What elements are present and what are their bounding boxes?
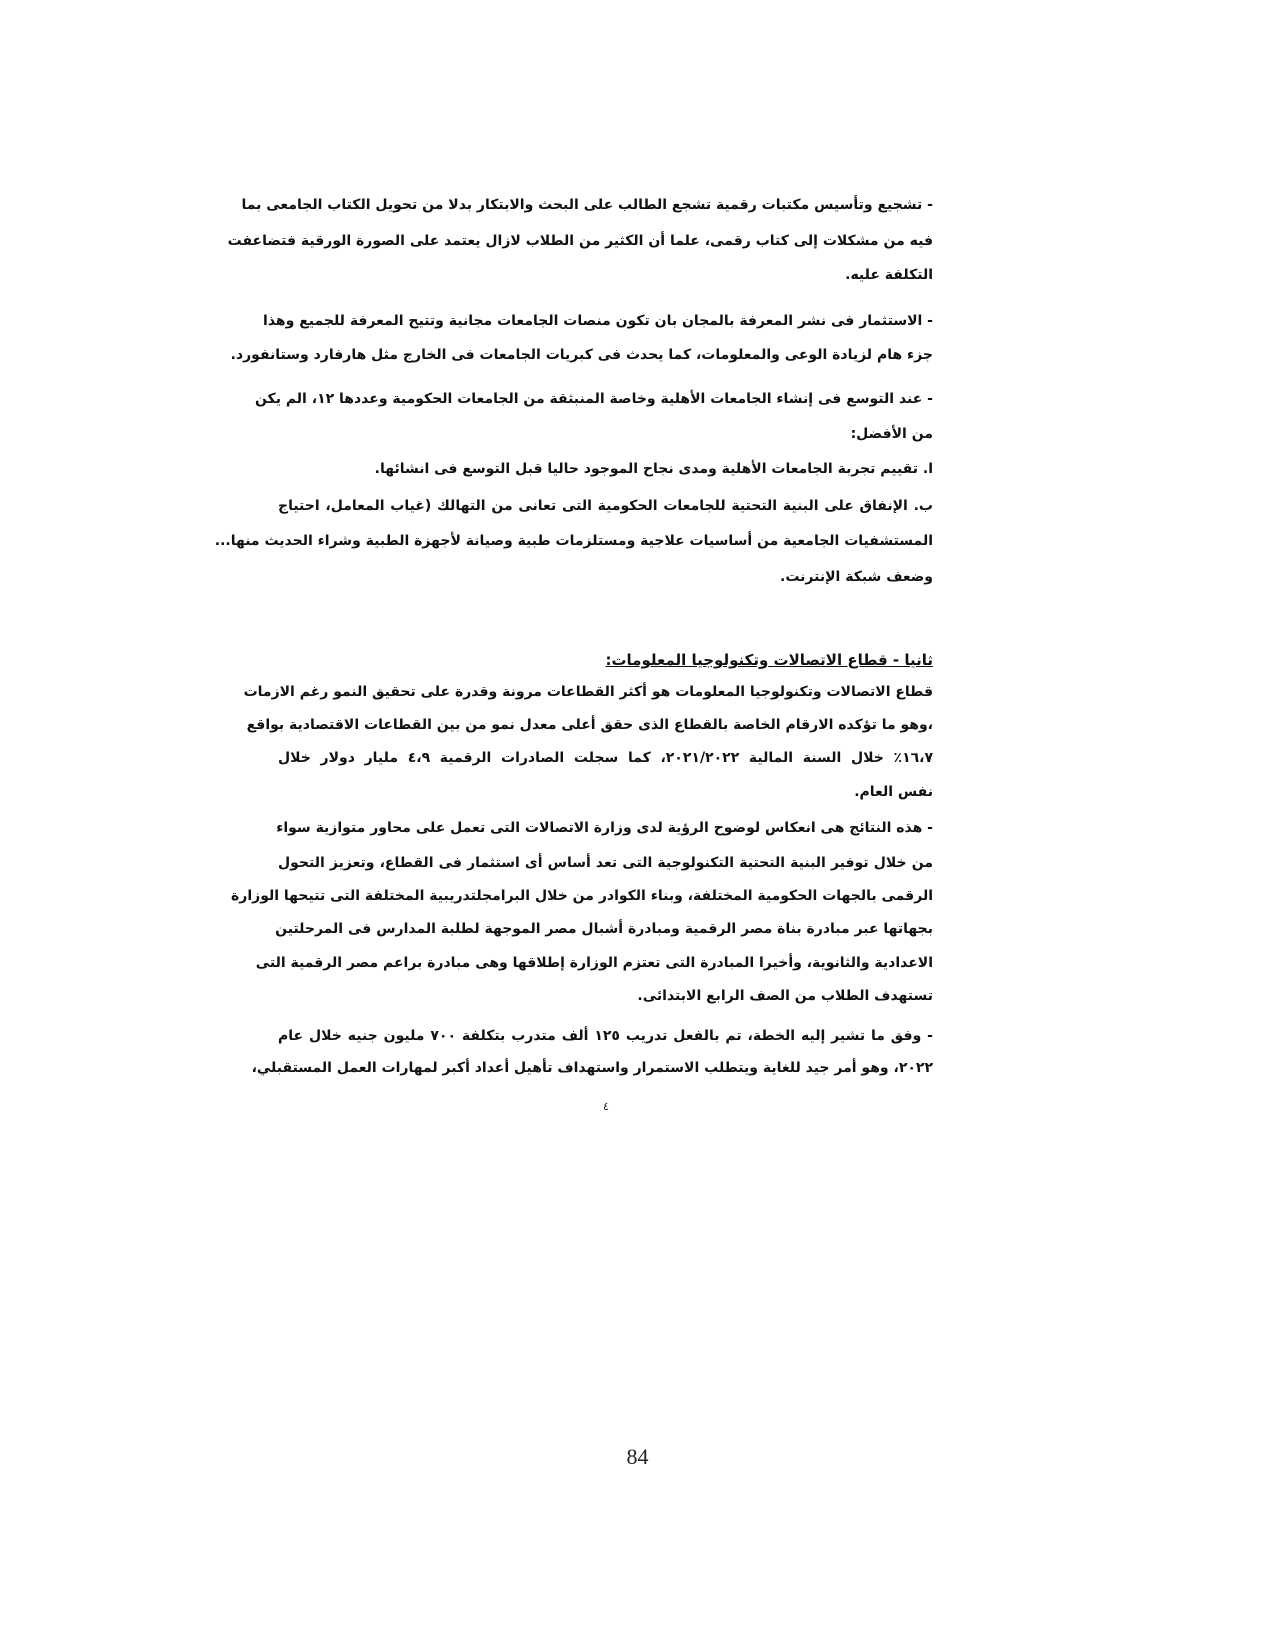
paragraph-line: من خلال توفير البنية التحتية التكنولوجية التى تعد أساس أى استثمار فى القطاع، وتعزيز التحول [278, 855, 933, 871]
paragraph-line: الاعدادية والثانوية، وأخيرا المبادرة التى تعتزم الوزارة إطلاقها وهى مبادرة براعم مصر الرقمية التى [255, 955, 933, 971]
paragraph-line: ا. تقييم تجربة الجامعات الأهلية ومدى نجاح الموجود حاليا قبل التوسع فى انشائها. [374, 461, 933, 477]
paragraph-line: - الاستثمار فى نشر المعرفة بالمجان بان تكون منصات الجامعات مجانية وتتيح المعرفة للجميع وهذا [263, 313, 933, 329]
paragraph-line: - وفق ما تشير إليه الخطة، تم بالفعل تدريب ١٢٥ ألف متدرب بتكلفة ٧٠٠ مليون جنيه خلال عام [278, 1028, 933, 1044]
paragraph-line: ٢٠٢٢، وهو أمر جيد للغاية ويتطلب الاستمرار واستهداف تأهيل أعداد أكبر لمهارات العمل المستقبلي، [251, 1060, 933, 1076]
paragraph-line: المستشفيات الجامعية من أساسيات علاجية ومستلزمات طبية وصيانة لأجهزة الطبية وشراء الحديث منها... [214, 533, 933, 549]
paragraph-line: التكلفة عليه. [845, 267, 933, 283]
paragraph-line: بجهاتها عبر مبادرة بناة مصر الرقمية ومبادرة أشبال مصر الموجهة لطلبة المدارس فى المرحلتين [275, 921, 933, 937]
paragraph-line: - عند التوسع فى إنشاء الجامعات الأهلية وخاصة المنبثقة من الجامعات الحكومية وعددها ١٢، الم يكن [254, 391, 933, 407]
paragraph-line: نفس العام. [854, 784, 933, 800]
paragraph-line: ب. الإنفاق على البنية التحتية للجامعات الحكومية التى تعانى من التهالك (غياب المعامل، احتياج [278, 498, 933, 514]
paragraph-line: فيه من مشكلات إلى كتاب رقمى، علما أن الكثير من الطلاب لازال يعتمد على الصورة الورقية فتضاعفت [227, 233, 933, 249]
paragraph-line: - هذه النتائج هى انعكاس لوضوح الرؤية لدى وزارة الاتصالات التى تعمل على محاور متوازية سواء [276, 820, 933, 836]
paragraph-line: قطاع الاتصالات وتكنولوجيا المعلومات هو أكثر القطاعات مرونة وقدرة على تحقيق النمو رغم الازمات [243, 684, 933, 700]
section-heading: ثانيا - قطاع الاتصالات وتكنولوجيا المعلومات: [605, 651, 933, 669]
paragraph-line: تستهدف الطلاب من الصف الرابع الابتدائى. [637, 988, 933, 1004]
paragraph-line: ١٦،٧٪ خلال السنة المالية ٢٠٢١/٢٠٢٢، كما سجلت الصادرات الرقمية ٤،٩ مليار دولار خلال [278, 750, 934, 766]
paragraph-line: من الأفضل: [850, 426, 933, 442]
paragraph-line: الرقمى بالجهات الحكومية المختلفة، وبناء الكوادر من خلال البرامجلتدريبية المختلفة التى تتيحها الوزارة [231, 888, 933, 904]
paragraph-line: - تشجيع وتأسيس مكتبات رقمية تشجع الطالب على البحث والابتكار بدلا من تحويل الكتاب الجامعى بما [241, 197, 933, 213]
paragraph-line: ،وهو ما تؤكده الارقام الخاصة بالقطاع الذى حقق أعلى معدل نمو من بين القطاعات الاقتصادية بواقع [246, 717, 933, 733]
paragraph-line: جزء هام لزيادة الوعى والمعلومات، كما يحدث فى كبريات الجامعات فى الخارج مثل هارفارد وستانفورد. [230, 347, 933, 363]
paragraph-line: وضعف شبكة الإنترنت. [780, 569, 933, 585]
inner-page-number: ٤ [603, 1100, 609, 1113]
page-number: 84 [626, 1444, 649, 1469]
